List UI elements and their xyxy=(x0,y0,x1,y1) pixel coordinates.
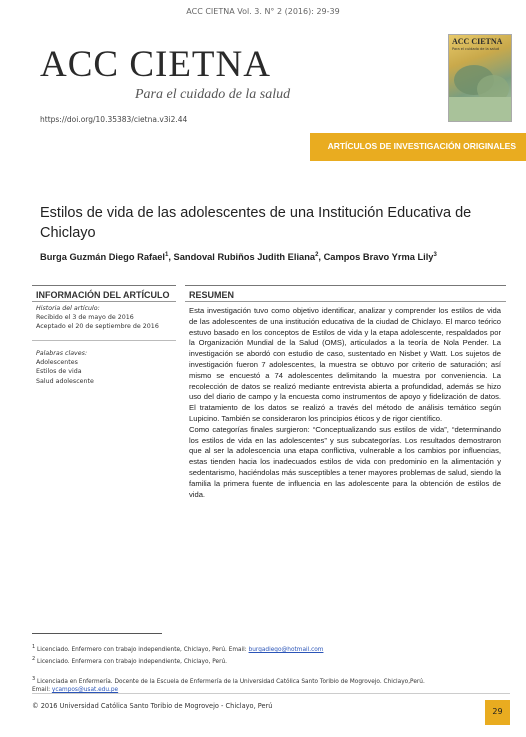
divider xyxy=(32,285,176,286)
author-name: Burga Guzmán Diego Rafael xyxy=(40,252,166,263)
abstract-paragraph: Como categorías finales surgieron: “Conceptualizando sus estilos de vida”, “determinando los estilos de vida en las adolescentes” y sus subcategorías. Los resultados demostraron que al ser la adolescencia una etapa conflictiva, vulnerable a los cambios por influencias, estas tienden hacia los inadecuados estilos de vida con predominio en la alimentación y sedentarismo, haciéndolas más susceptibles a tener mayores problemas de salud, siendo la familia la primera fuente de influencia en las adolescente para la obtención de estilos de vida. xyxy=(189,424,501,499)
accepted-date: Aceptado el 20 de septiembre de 2016 xyxy=(36,323,159,331)
author-name: Sandoval Rubiños Judith Eliana xyxy=(173,252,316,263)
section-label: ARTÍCULOS DE INVESTIGACIÓN ORIGINALES xyxy=(327,141,516,151)
footnote-3 xyxy=(32,675,512,695)
footnote-mark: 1 xyxy=(32,644,36,650)
footnote-text: Licenciada en Enfermería. Docente de la Escuela de Enfermería de la Universidad Católica Santo Toribio de Mogrovejo. Chiclayo,Perú. xyxy=(37,678,425,685)
footnote-divider xyxy=(32,633,162,634)
journal-name: ACC CIETNA xyxy=(40,44,271,85)
keyword: Estilos de vida xyxy=(36,368,82,376)
cover-ground xyxy=(449,97,511,121)
footnote-mark: 3 xyxy=(32,676,36,682)
footnote-2 xyxy=(32,656,512,665)
email-label: Email: xyxy=(32,687,51,694)
abstract-heading: RESUMEN xyxy=(189,290,235,300)
email-link[interactable]: burgadiego@hotmail.com xyxy=(248,646,324,653)
journal-cover-image xyxy=(448,34,512,122)
email-link[interactable]: ycampos@usat.edu.pe xyxy=(51,687,119,694)
article-info-heading: INFORMACIÓN DEL ARTÍCULO xyxy=(36,290,170,300)
divider xyxy=(32,301,176,302)
abstract-body xyxy=(189,306,501,500)
keyword: Adolescentes xyxy=(36,359,78,367)
history-label: Historia del artículo: xyxy=(36,305,100,312)
cover-title: ACC CIETNA xyxy=(452,37,503,46)
article-title: Estilos de vida de las adolescentes de una Institución Educativa de Chiclayo xyxy=(40,205,472,241)
keywords-block xyxy=(36,349,181,386)
divider xyxy=(185,301,506,302)
footnote-1 xyxy=(32,644,512,653)
divider xyxy=(32,340,176,341)
doi-link[interactable]: https://doi.org/10.35383/cietna.v3i2.44 xyxy=(40,115,188,124)
cover-subtitle: Para el cuidado de la salud xyxy=(452,47,500,51)
divider xyxy=(185,285,506,286)
keywords-label: Palabras claves: xyxy=(36,350,88,357)
author-list: Burga Guzmán Diego Rafael$^1$, Sandoval Rubiños Judith Eliana$^2$, Campos Bravo Yrma Lily$^3$ xyxy=(40,252,437,263)
author-affiliation-mark: 1 xyxy=(165,252,169,258)
journal-tagline: Para el cuidado de la salud xyxy=(135,87,291,102)
keyword: Salud adolescente xyxy=(36,377,94,385)
author-name: Campos Bravo Yrma Lily xyxy=(323,252,434,263)
journal-reference: ACC CIETNA Vol. 3. N° 2 (2016): 29-39 xyxy=(186,7,340,16)
article-history xyxy=(36,304,181,332)
abstract-paragraph: Esta investigación tuvo como objetivo identificar, analizar y comprender los estilos de vida de las adolescentes de una institución educativa de la ciudad de Chiclayo. El marco teórico estuvo basado en los conceptos de Estilos de vida y la etapa adolescente, respaldados por la Organización Mundial de la Salud (OMS), articulados a la teoría de Nola Pender. La investigación se abordó con estudio de caso, sustentado en Nisbet y Watt. Los sujetos de investigación fueron 7 adolescentes, la muestra se obtuvo por criterio de saturación; así mismo se encuestó a 74 adolescentes delimitando la muestra por conveniencia. La recolección de datos se realizó mediante entrevista abierta a profundidad, además se hizo uso del diario de campo y la encuesta como instrumentos de apoyo y fidelización de datos. El tratamiento de los datos se realizó a través del método de análisis temático según Lupicino. También se consideraron los principios éticos y de rigor científico. xyxy=(189,306,501,423)
footnote-mark: 2 xyxy=(32,656,36,662)
received-date: Recibido el 3 de mayo de 2016 xyxy=(36,314,134,322)
footnote-text: Licenciado. Enfermero con trabajo independiente, Chiclayo, Perú. Email: xyxy=(37,646,247,653)
footnote-text: Licenciado. Enfermera con trabajo independiente, Chiclayo, Perú. xyxy=(37,658,227,665)
author-affiliation-mark: 3 xyxy=(433,252,437,258)
page-number: 29 xyxy=(492,707,503,716)
copyright: © 2016 Universidad Católica Santo Toribio de Mogrovejo - Chiclayo, Perú xyxy=(32,702,273,710)
divider xyxy=(32,693,510,694)
author-affiliation-mark: 2 xyxy=(315,252,319,258)
